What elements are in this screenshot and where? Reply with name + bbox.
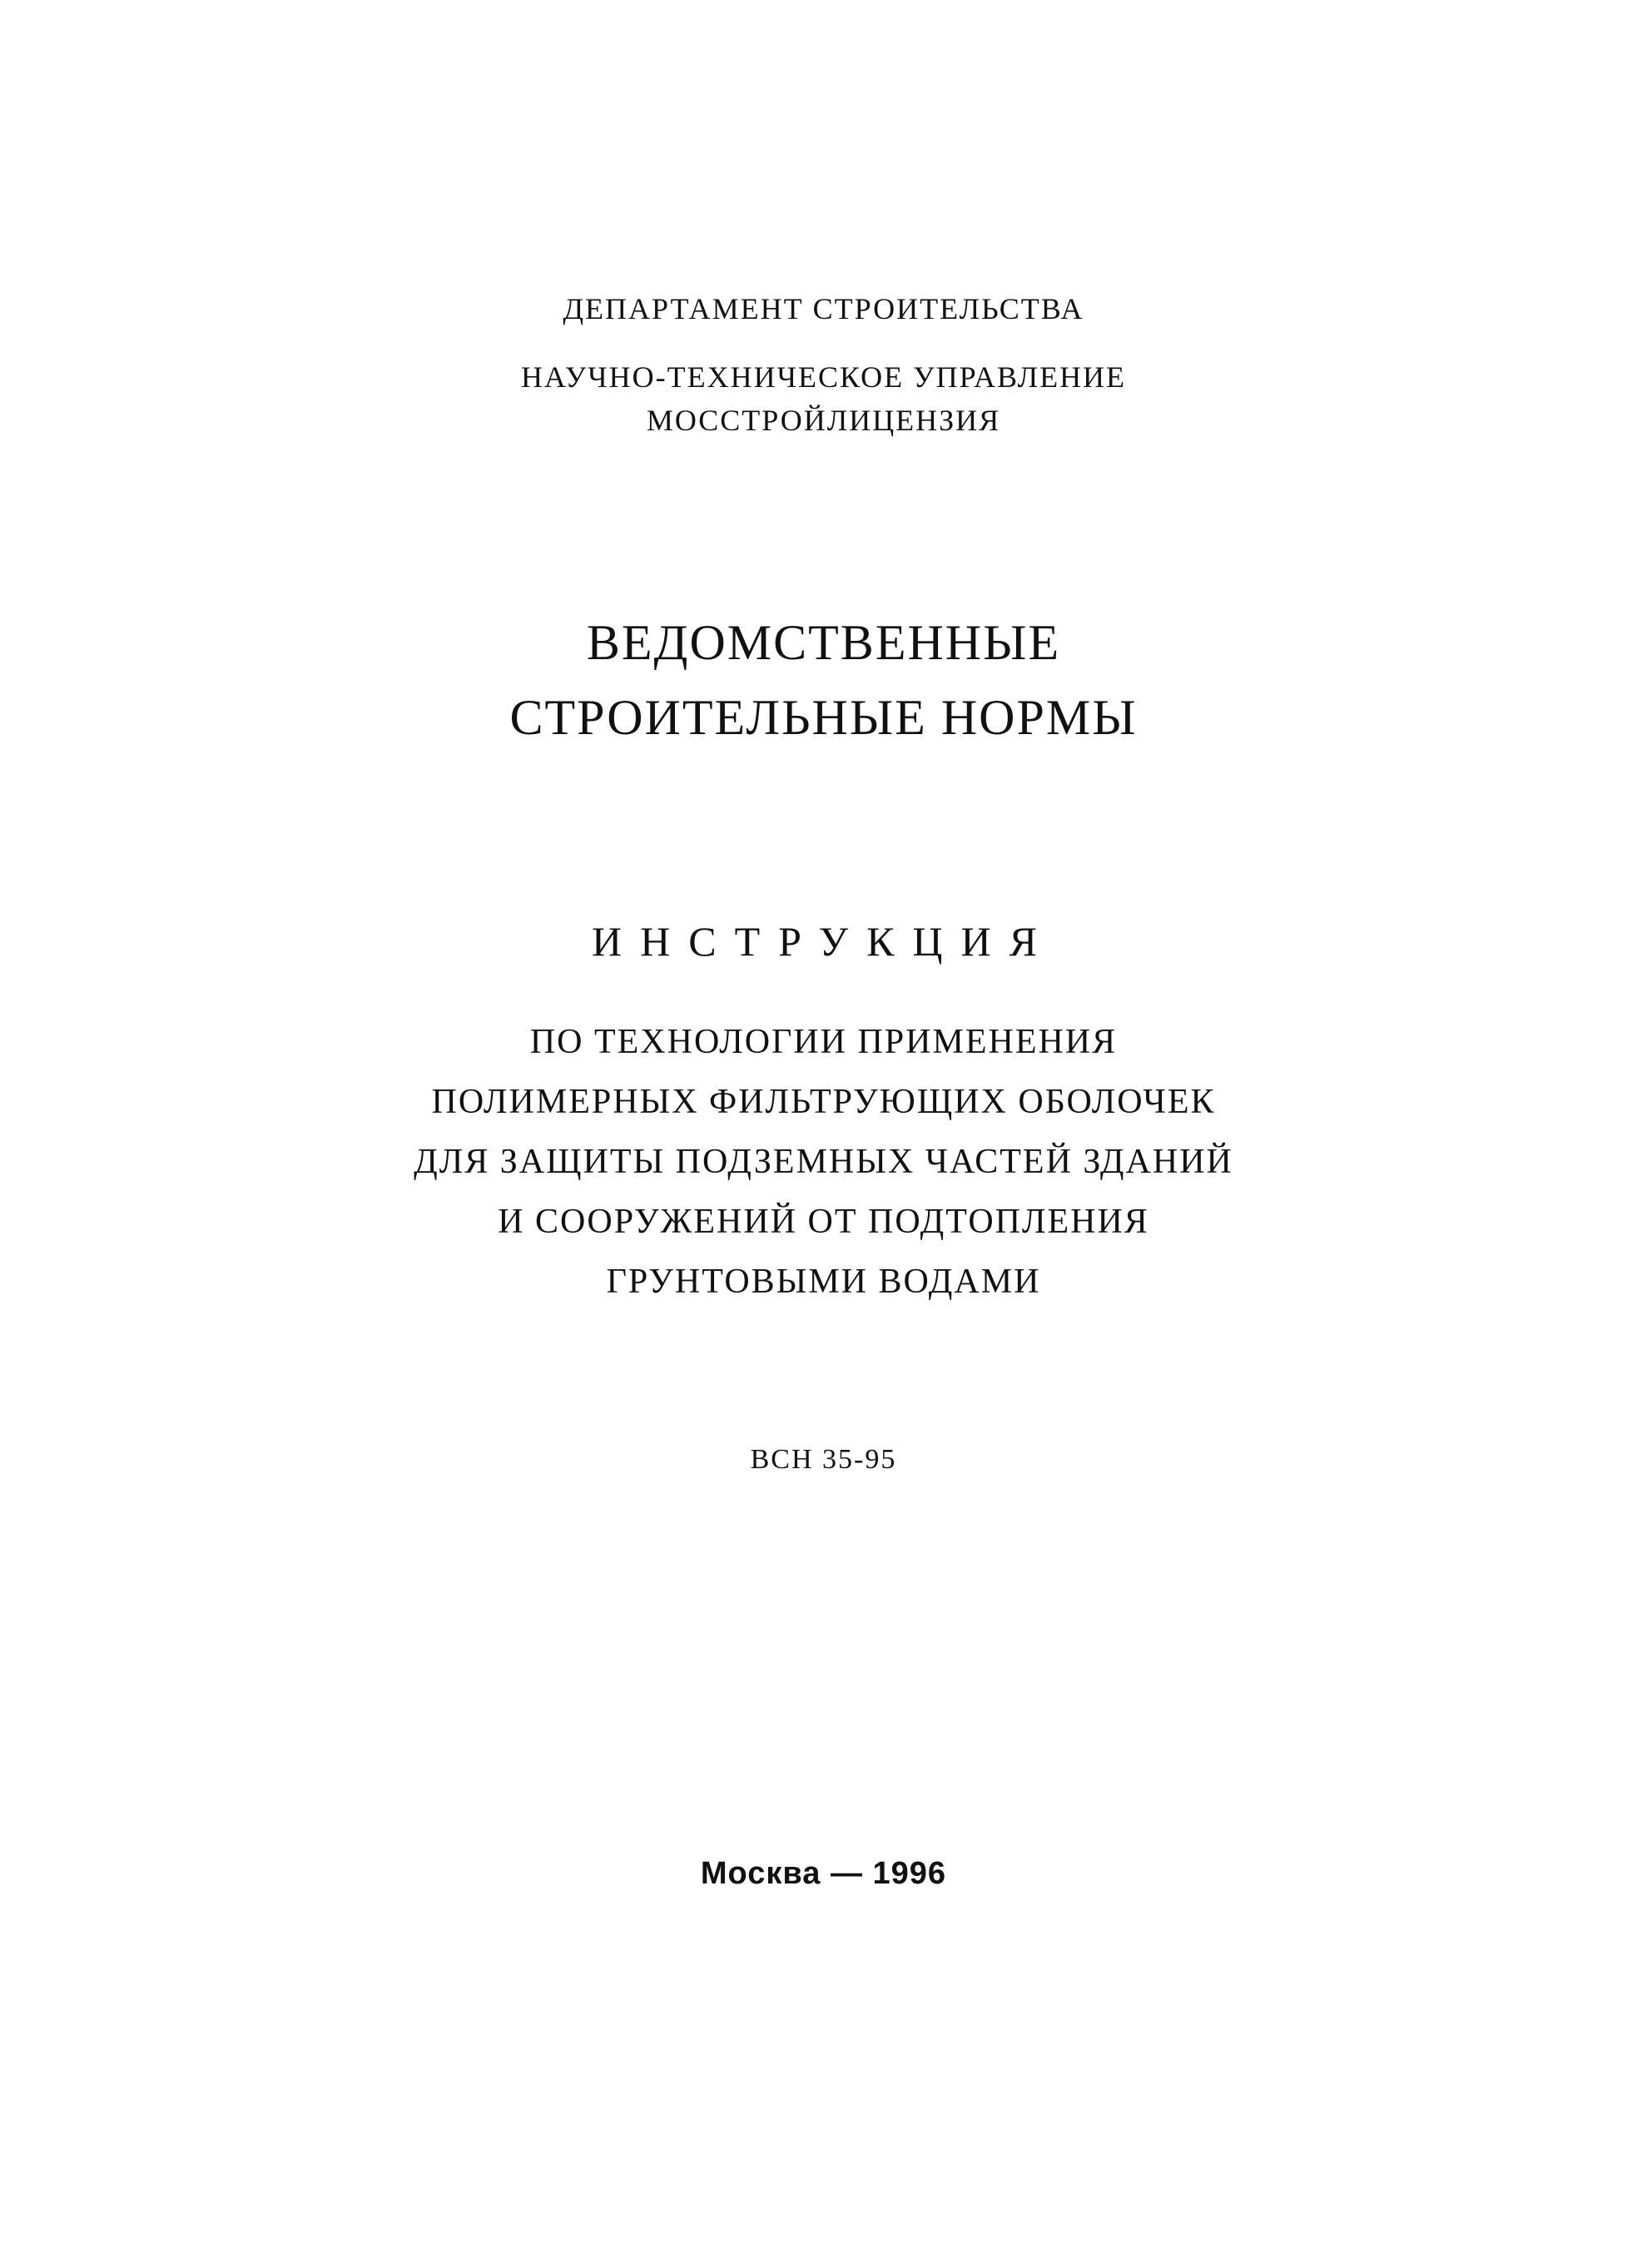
title-line-1: ВЕДОМСТВЕННЫЕ bbox=[586, 615, 1061, 670]
subject-line-4: И СООРУЖЕНИЙ ОТ ПОДТОПЛЕНИЯ bbox=[498, 1203, 1149, 1241]
directorate-name: НАУЧНО-ТЕХНИЧЕСКОЕ УПРАВЛЕНИЕ bbox=[520, 360, 1127, 394]
organization-name: МОССТРОЙЛИЦЕНЗИЯ bbox=[646, 404, 1001, 437]
subject-line-1: ПО ТЕХНОЛОГИИ ПРИМЕНЕНИЯ bbox=[529, 1023, 1118, 1061]
title-line-2: СТРОИТЕЛЬНЫЕ НОРМЫ bbox=[509, 690, 1138, 745]
subject-line-5: ГРУНТОВЫМИ ВОДАМИ bbox=[606, 1263, 1041, 1301]
imprint: Москва — 1996 bbox=[700, 1856, 947, 1891]
subject-line-3: ДЛЯ ЗАЩИТЫ ПОДЗЕМНЫХ ЧАСТЕЙ ЗДАНИЙ bbox=[414, 1143, 1233, 1181]
document-code: ВСН 35-95 bbox=[750, 1444, 897, 1475]
subject-line-2: ПОЛИМЕРНЫХ ФИЛЬТРУЮЩИХ ОБОЛОЧЕК bbox=[431, 1083, 1216, 1121]
department-name: ДЕПАРТАМЕНТ СТРОИТЕЛЬСТВА bbox=[563, 292, 1084, 325]
document-type: ИНСТРУКЦИЯ bbox=[592, 918, 1055, 965]
